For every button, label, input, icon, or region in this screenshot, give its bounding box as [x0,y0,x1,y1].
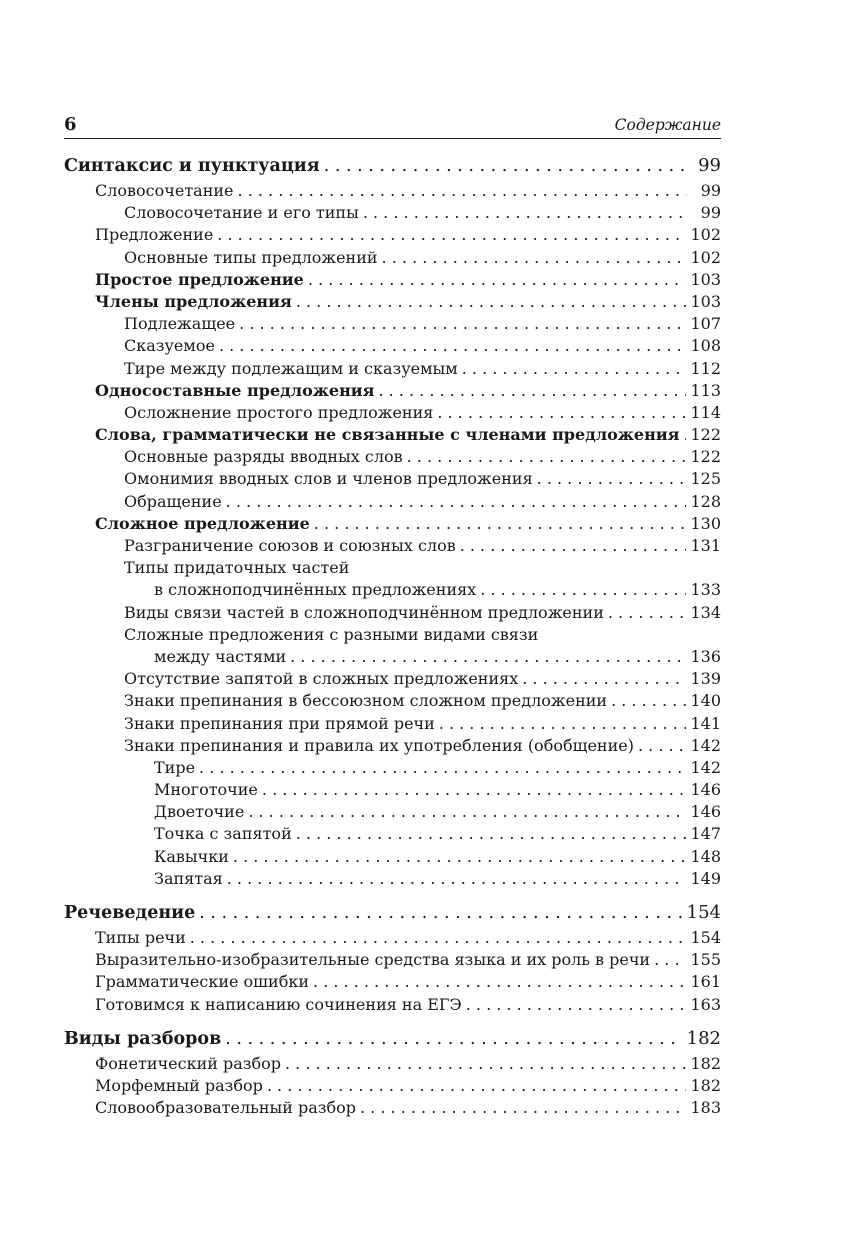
toc-page-number: 182 [686,1027,721,1049]
dot-leader [537,468,687,490]
toc-entry-title: Тире между подлежащим и сказуемым [124,358,458,378]
toc-page-number: 107 [690,314,721,334]
dot-leader [267,1075,687,1097]
toc-entry[interactable] [64,801,721,823]
toc-entry[interactable] [64,380,721,402]
toc-entry-title: Двоеточие [154,802,245,822]
dot-leader [190,927,687,949]
toc-entry-title: Типы придаточных частей [124,558,350,578]
dot-leader [308,269,687,291]
toc-entry[interactable] [64,446,721,468]
toc-page-number: 161 [690,972,721,992]
toc-entry-title: Омонимия вводных слов и членов предложения [124,469,533,489]
toc-page-number: 182 [690,1075,721,1095]
toc-entry[interactable] [64,868,721,890]
toc-entry-title: Сложное предложение [95,513,310,533]
toc-entry[interactable] [64,491,721,513]
toc-entry-title: Односоставные предложения [95,380,375,400]
dot-leader [360,1097,686,1119]
dot-leader [654,949,686,971]
toc-entry-title: Знаки препинания и правила их употребления (обобщение) [124,735,634,755]
toc-section [64,899,721,1016]
toc-entry-title: Основные разряды вводных слов [124,447,403,467]
dot-leader [437,402,686,424]
toc-entry-title: Простое предложение [95,269,304,289]
toc-entry-title: Предложение [95,225,214,245]
toc-entry[interactable] [64,971,721,993]
dot-leader [262,779,687,801]
toc-page-number: 140 [690,691,721,711]
toc-page-number: 155 [690,950,721,970]
dot-leader [407,446,687,468]
dot-leader [611,690,686,712]
toc-entry[interactable] [64,468,721,490]
toc-entry-title: Фонетический разбор [95,1053,281,1073]
toc-entry[interactable] [64,690,721,712]
toc-entry[interactable] [64,713,721,735]
dot-leader [608,602,687,624]
toc-section-heading[interactable] [64,152,721,180]
toc-entry-title: Основные типы предложений [124,247,378,267]
dot-leader [462,358,687,380]
toc-entry[interactable] [64,1075,721,1097]
toc-entry-title: Подлежащее [124,314,236,334]
toc-entry-title: Словообразовательный разбор [95,1098,356,1118]
toc-entry-title: Выразительно-изобразительные средства языка и их роль в речи [95,950,651,970]
toc-page-number: 102 [690,225,721,245]
dot-leader [226,491,687,513]
dot-leader [219,335,687,357]
toc-section-title: Синтаксис и пунктуация [64,156,320,176]
toc-entry[interactable] [64,624,721,646]
toc-page-number: 154 [690,928,721,947]
toc-page-number: 136 [690,646,721,666]
toc-entry-title: Отсутствие запятой в сложных предложениях [124,669,519,689]
dot-leader [225,1025,682,1053]
toc-page-number: 146 [690,802,721,822]
toc-entry[interactable] [64,1053,721,1075]
toc-entry-title: Слова, грамматически не связанные с членами предложения [95,425,680,445]
toc-page-number: 142 [690,757,721,777]
dot-leader [239,313,686,335]
toc-page-number: 146 [690,780,721,800]
dot-leader [382,247,687,269]
toc-entry-title: Грамматические ошибки [95,972,310,992]
toc-page-number: 125 [690,469,721,489]
dot-leader [296,823,687,845]
toc-section-heading[interactable] [64,1025,721,1053]
toc-page-number: 142 [690,735,721,755]
dot-leader [684,424,687,446]
dot-leader [638,735,686,757]
toc-page-number: 112 [690,358,721,378]
toc-entry-title: Разграничение союзов и союзных слов [124,536,456,555]
toc-page-number: 103 [690,269,721,289]
toc-entry-title: Осложнение простого предложения [124,402,434,422]
toc-entry[interactable] [64,180,721,202]
toc-entry-title: Словосочетание [95,181,234,200]
toc-entry[interactable] [64,291,721,313]
toc-entry-title: Члены предложения [95,291,292,311]
dot-leader [480,579,686,601]
toc-entry-title: Запятая [154,868,223,888]
dot-leader [296,291,687,313]
toc-entry[interactable] [64,247,721,269]
toc-section [64,1025,721,1120]
toc-section-heading[interactable] [64,899,721,927]
toc-entry[interactable] [64,402,721,424]
toc-entry[interactable] [64,224,721,246]
toc-page-number: 99 [698,155,721,176]
toc-page-number: 183 [690,1098,721,1118]
dot-leader [363,202,687,224]
toc-entry[interactable] [64,535,721,557]
dot-leader [233,846,687,868]
toc-page-number: 128 [690,491,721,511]
toc-page-number: 108 [690,336,721,356]
toc-entry[interactable] [64,994,721,1016]
toc-page-number: 122 [690,425,721,445]
toc-entry[interactable] [64,557,721,579]
toc-entry[interactable] [64,846,721,868]
toc-entry-continuation[interactable] [64,579,721,601]
toc-section [64,152,721,890]
dot-leader [199,899,682,927]
toc-page-number: 114 [690,402,721,422]
toc-entry-title: Типы речи [95,928,186,947]
toc-entry-title: Готовимся к написанию сочинения на ЕГЭ [95,994,462,1014]
toc-page-number: 149 [690,868,721,888]
toc-entry[interactable] [64,335,721,357]
toc-page-number: 163 [690,994,721,1014]
dot-leader [324,152,687,180]
toc-entry[interactable] [64,602,721,624]
toc-entry[interactable] [64,1097,721,1119]
toc-entry[interactable] [64,358,721,380]
page-number: 6 [64,114,77,135]
toc-entry[interactable] [64,202,721,224]
toc-entry[interactable] [64,513,721,535]
dot-leader [314,513,687,535]
toc-entry[interactable] [64,424,721,446]
dot-leader [227,868,687,890]
page-header [64,112,721,139]
toc-entry[interactable] [64,949,721,971]
toc-entry-title-continued: между частями [154,646,287,666]
toc-entry-title: Морфемный разбор [95,1075,263,1095]
dot-leader [248,801,686,823]
toc-section-title: Речеведение [64,903,196,923]
toc-entry[interactable] [64,735,721,757]
toc-entry-title: Обращение [124,491,222,511]
toc-page-number: 122 [690,447,721,467]
toc-page-number: 154 [686,902,721,923]
toc-entry-title: Сказуемое [124,336,215,356]
toc-entry-title: Сложные предложения с разными видами связи [124,624,539,644]
dot-leader [199,757,686,779]
running-head: Содержание [614,116,721,134]
toc-entry-title: Знаки препинания при прямой речи [124,713,435,733]
dot-leader [285,1053,686,1075]
dot-leader [290,646,686,668]
toc-page-number: 133 [690,580,721,600]
toc-page-number: 139 [690,669,721,689]
toc-page-number: 148 [690,846,721,866]
toc-page-number: 147 [690,824,721,844]
toc-entry-title: Виды связи частей в сложноподчинённом предложении [124,602,604,622]
toc-entry-title: Словосочетание и его типы [124,203,359,223]
toc-entry-title: Кавычки [154,846,229,866]
toc-entry[interactable] [64,823,721,845]
dot-leader [238,180,687,202]
toc-page-number: 103 [690,291,721,311]
toc-entry-title-continued: в сложноподчинённых предложениях [154,580,477,600]
toc-page-number: 102 [690,247,721,267]
toc-entry-continuation[interactable] [64,646,721,668]
toc-entry[interactable] [64,313,721,335]
toc-page-number: 130 [690,513,721,533]
toc-page-number: 141 [690,713,721,733]
dot-leader [466,994,687,1016]
toc-page-number: 182 [690,1053,721,1073]
toc-page-number: 99 [700,181,721,200]
toc-entry[interactable] [64,269,721,291]
toc-entry[interactable] [64,927,721,949]
table-of-contents [64,152,721,1128]
toc-page-number: 113 [690,380,721,400]
dot-leader [217,224,686,246]
dot-leader [313,971,686,993]
toc-page-number: 134 [690,602,721,622]
dot-leader [439,713,687,735]
dot-leader [522,668,686,690]
dot-leader [460,535,687,557]
toc-entry[interactable] [64,668,721,690]
toc-entry-title: Многоточие [154,780,258,800]
toc-page-number: 99 [700,203,721,223]
toc-section-title: Виды разборов [64,1028,222,1049]
toc-entry-title: Точка с запятой [154,824,292,844]
toc-entry-title: Знаки препинания в бессоюзном сложном предложении [124,691,608,711]
toc-entry-title: Тире [154,757,196,777]
dot-leader [378,380,686,402]
toc-page-number: 131 [690,536,721,555]
toc-entry[interactable] [64,779,721,801]
toc-entry[interactable] [64,757,721,779]
